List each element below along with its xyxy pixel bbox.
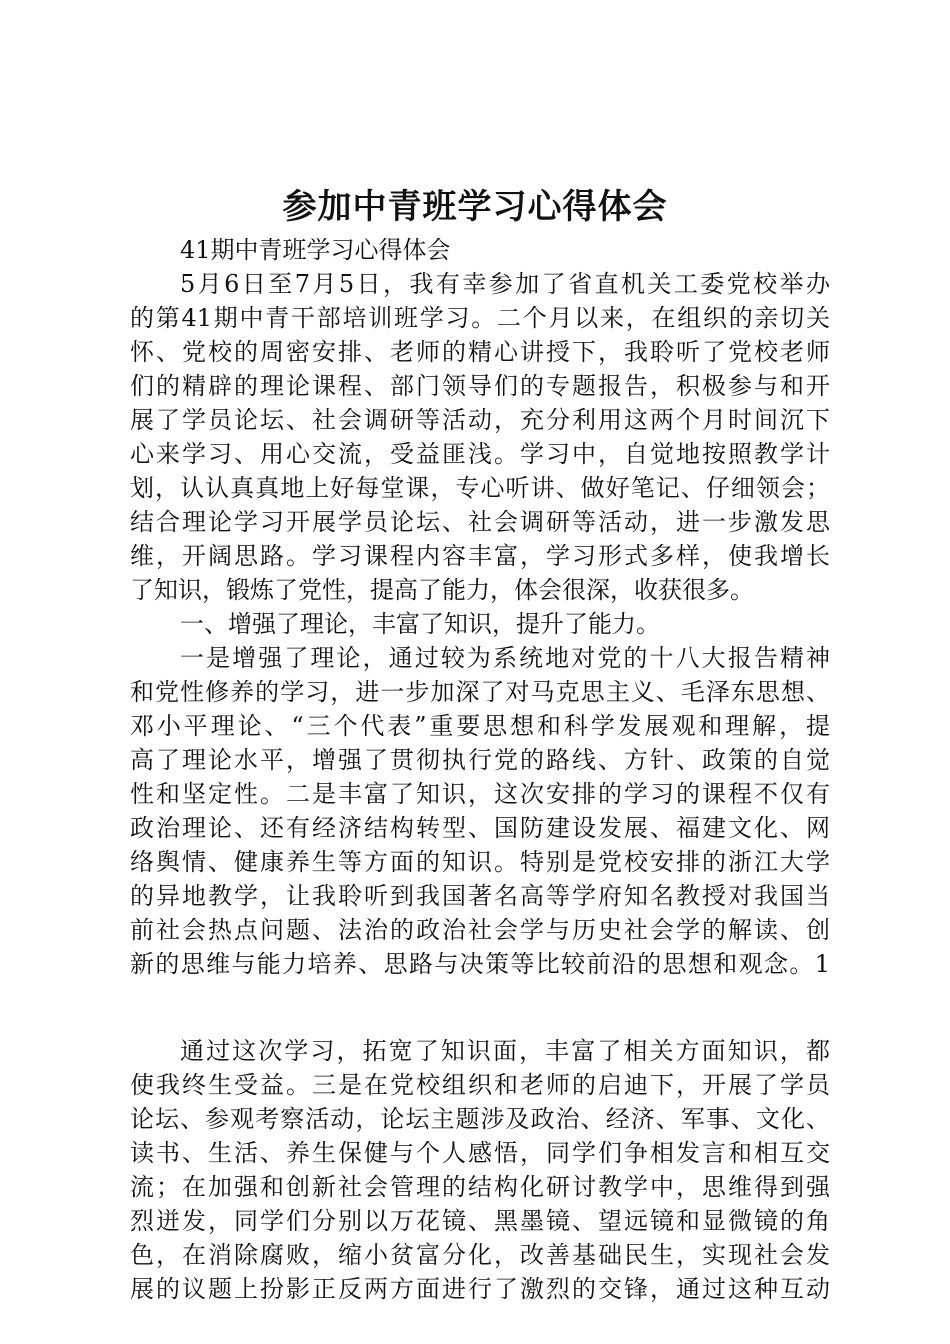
body-line: 维，开阔思路。学习课程内容丰富，学习形式多样，使我增长 — [130, 542, 830, 570]
body-line: 一是增强了理论，通过较为系统地对党的十八大报告精神 — [180, 644, 830, 672]
body-line: 通过这次学习，拓宽了知识面，丰富了相关方面知识，都 — [180, 1037, 830, 1065]
body-line: 结合理论学习开展学员论坛、社会调研等活动，进一步激发思 — [130, 508, 830, 536]
body-line: 色，在消除腐败，缩小贫富分化，改善基础民生，实现社会发 — [130, 1241, 830, 1269]
body-line: 新的思维与能力培养、思路与决策等比较前沿的思想和观念。1 — [130, 950, 830, 978]
body-line: 怀、党校的周密安排、老师的精心讲授下，我聆听了党校老师 — [130, 338, 830, 366]
body-line: 邓小平理论、“三个代表”重要思想和科学发展观和理解，提 — [130, 712, 830, 740]
subtitle-line: 41期中青班学习心得体会 — [180, 236, 451, 264]
body-line: 5月6日至7月5日，我有幸参加了省直机关工委党校举办 — [180, 270, 830, 298]
body-line: 心来学习、用心交流，受益匪浅。学习中，自觉地按照教学计 — [130, 440, 830, 468]
body-line: 划，认认真真地上好每堂课，专心听讲、做好笔记、仔细领会； — [130, 474, 830, 502]
body-line: 政治理论、还有经济结构转型、国防建设发展、福建文化、网 — [130, 814, 830, 842]
document-title: 参加中青班学习心得体会 — [282, 187, 668, 227]
body-line: 的第41期中青干部培训班学习。二个月以来，在组织的亲切关 — [130, 304, 830, 332]
body-line: 展了学员论坛、社会调研等活动，充分利用这两个月时间沉下 — [130, 406, 830, 434]
body-line: 使我终生受益。三是在党校组织和老师的启迪下，开展了学员 — [130, 1071, 830, 1099]
body-line: 高了理论水平，增强了贯彻执行党的路线、方针、政策的自觉 — [130, 746, 830, 774]
section-heading: 一、增强了理论，丰富了知识，提升了能力。 — [180, 610, 660, 638]
body-line: 烈迸发，同学们分别以万花镜、黑墨镜、望远镜和显微镜的角 — [130, 1207, 830, 1235]
body-line: 络舆情、健康养生等方面的知识。特别是党校安排的浙江大学 — [130, 848, 830, 876]
body-line: 性和坚定性。二是丰富了知识，这次安排的学习的课程不仅有 — [130, 780, 830, 808]
body-line: 流；在加强和创新社会管理的结构化研讨教学中，思维得到强 — [130, 1173, 830, 1201]
body-line: 展的议题上扮影正反两方面进行了激烈的交锋，通过这种互动 — [130, 1275, 830, 1303]
body-line: 读书、生活、养生保健与个人感悟，同学们争相发言和相互交 — [130, 1139, 830, 1167]
body-line: 前社会热点问题、法治的政治社会学与历史社会学的解读、创 — [130, 916, 830, 944]
body-line: 了知识，锻炼了党性，提高了能力，体会很深，收获很多。 — [130, 576, 754, 604]
body-line: 们的精辟的理论课程、部门领导们的专题报告，积极参与和开 — [130, 372, 830, 400]
body-line: 论坛、参观考察活动，论坛主题涉及政治、经济、军事、文化、 — [130, 1105, 830, 1133]
body-line: 的异地教学，让我聆听到我国著名高等学府知名教授对我国当 — [130, 882, 830, 910]
body-line: 和党性修养的学习，进一步加深了对马克思主义、毛泽东思想、 — [130, 678, 830, 706]
